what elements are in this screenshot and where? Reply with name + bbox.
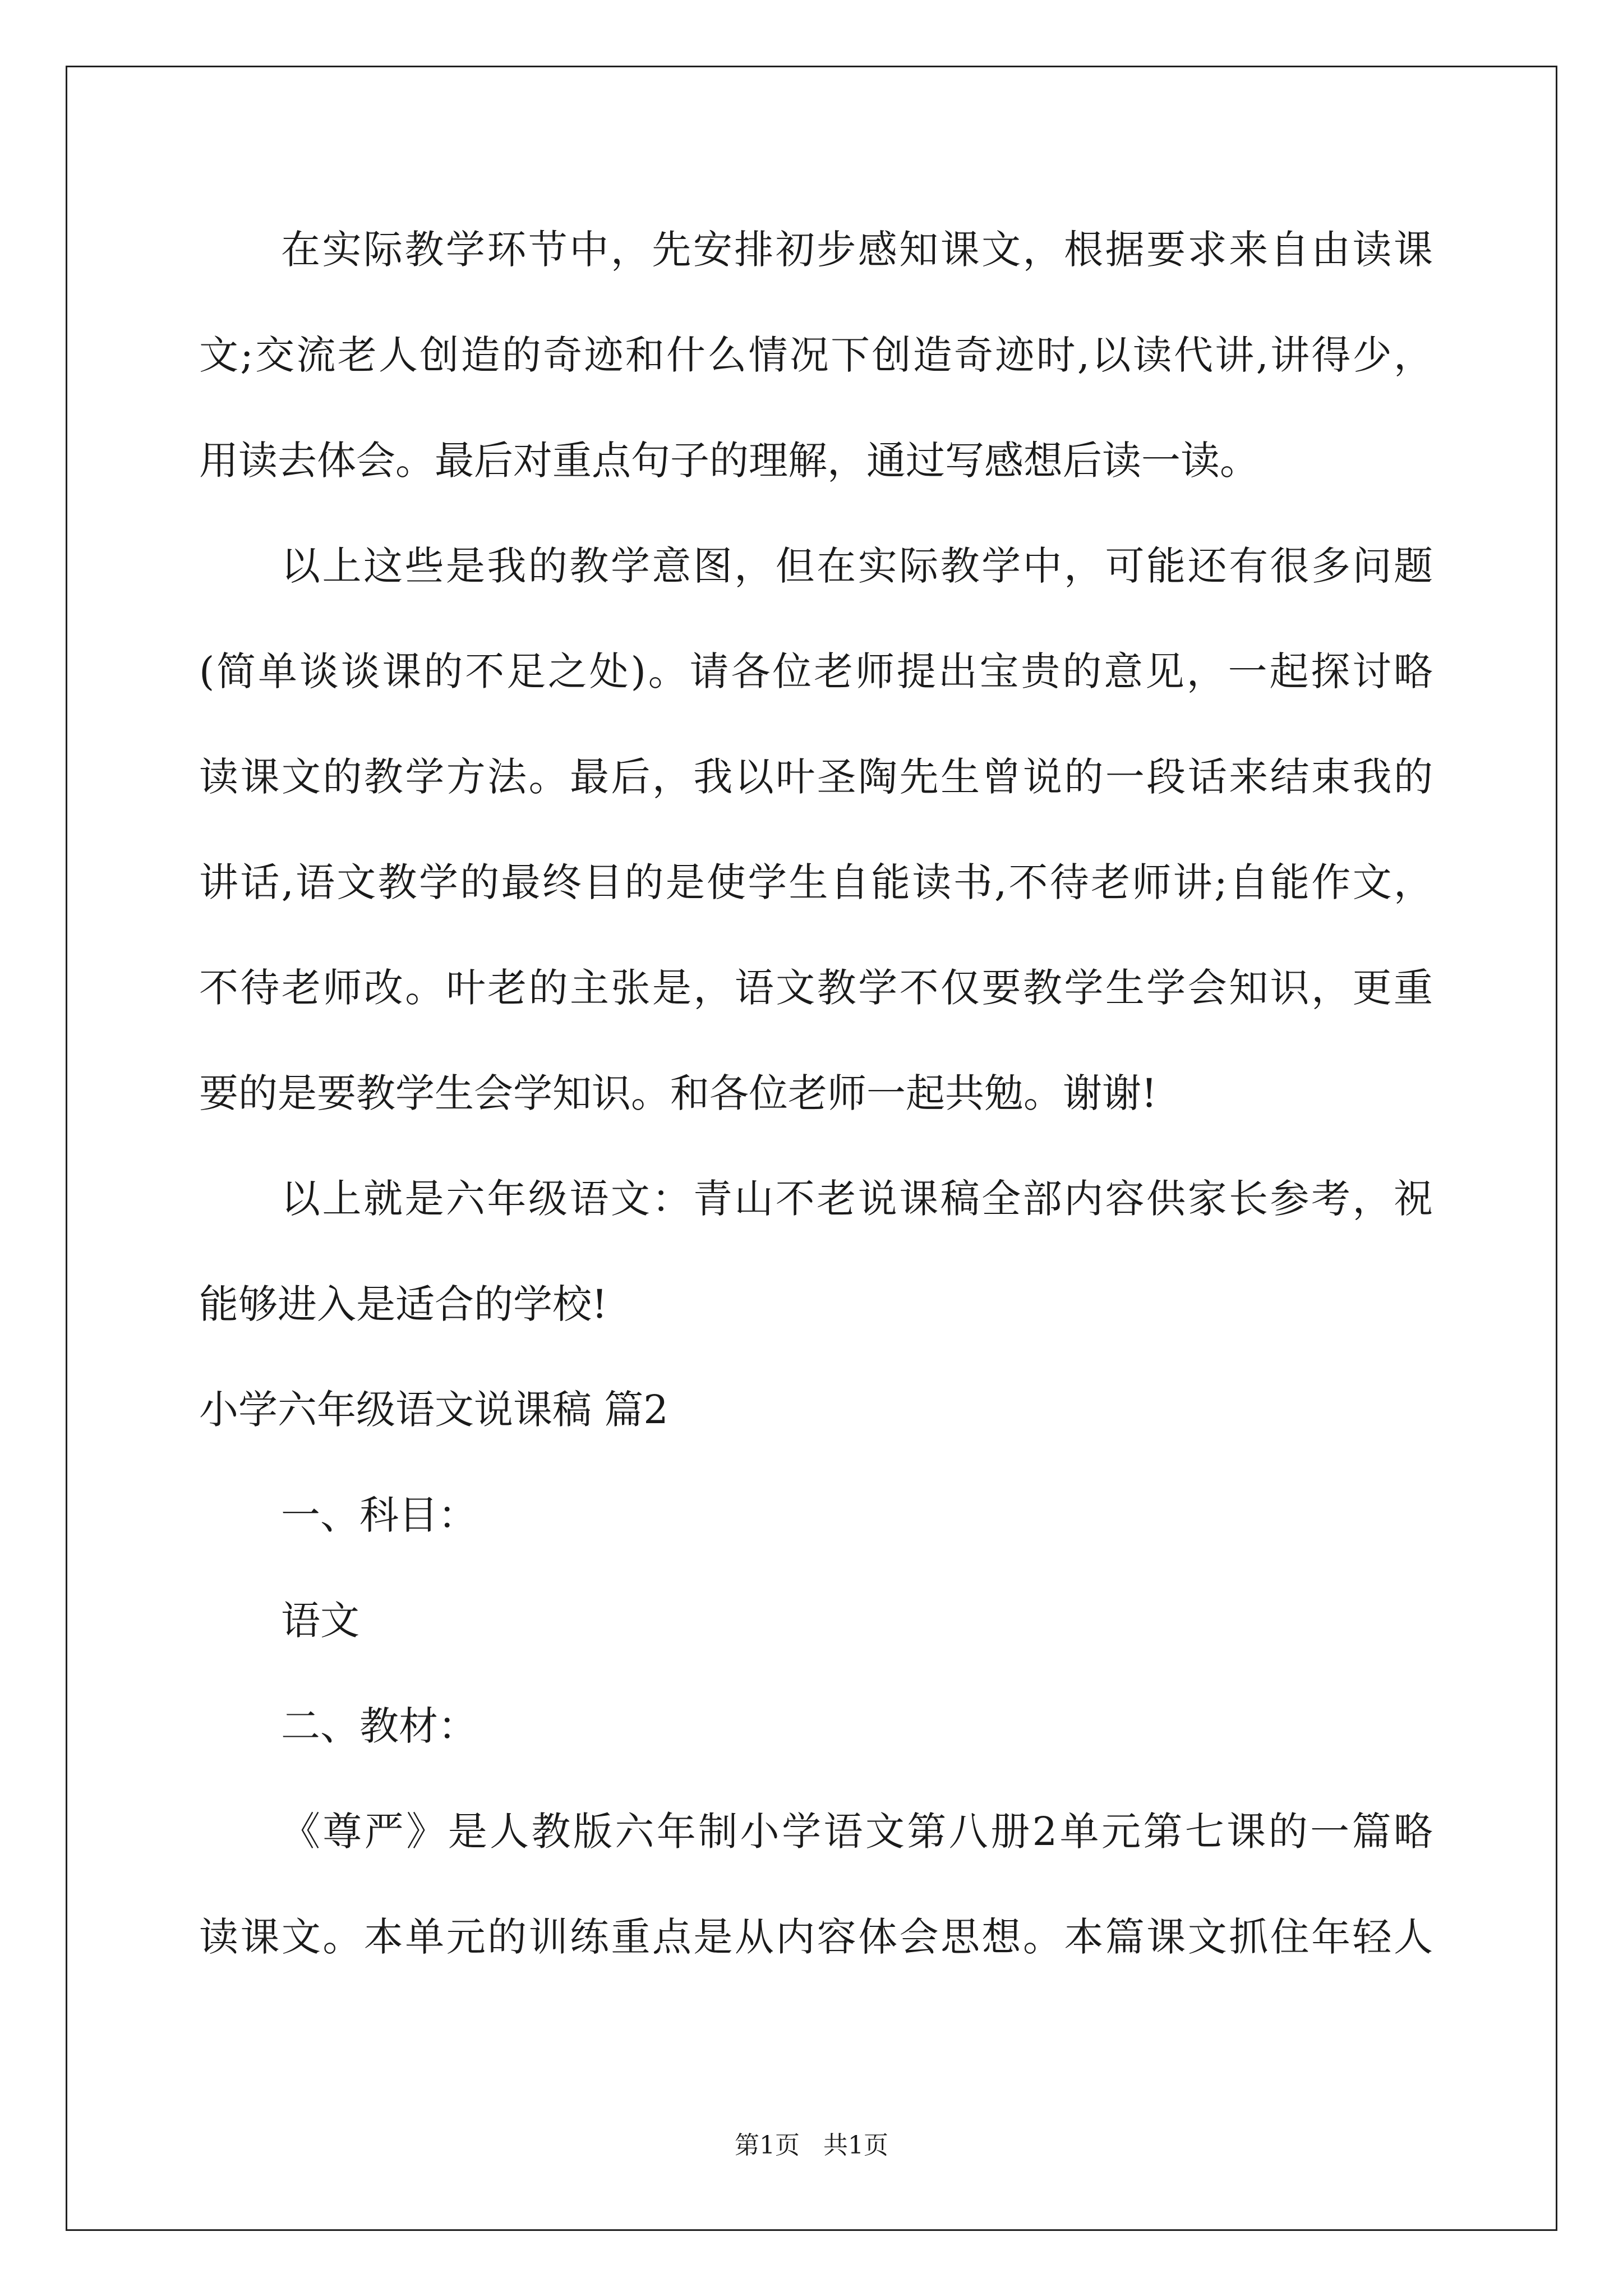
- text-line: 在实际教学环节中，先安排初步感知课文，根据要求来自由读课: [281, 227, 1433, 273]
- text-line: 不待老师改。叶老的主张是，语文教学不仅要教学生学会知识，更重: [199, 965, 1433, 1011]
- text-line: 要的是要教学生会学知识。和各位老师一起共勉。谢谢!: [199, 1070, 1158, 1116]
- text-line: 以上就是六年级语文：青山不老说课稿全部内容供家长参考，祝: [281, 1176, 1433, 1222]
- text-line: 一、科目：: [281, 1492, 477, 1538]
- text-line: (简单谈谈课的不足之处)。请各位老师提出宝贵的意见，一起探讨略: [199, 648, 1433, 694]
- text-line: 语文: [281, 1598, 359, 1644]
- text-line: 《尊严》是人教版六年制小学语文第八册2单元第七课的一篇略: [281, 1809, 1433, 1855]
- text-line: 讲话,语文教学的最终目的是使学生自能读书,不待老师讲;自能作文，: [199, 859, 1433, 905]
- text-line: 读课文的教学方法。最后，我以叶圣陶先生曾说的一段话来结束我的: [199, 754, 1433, 800]
- page-footer: [0, 2125, 1623, 2161]
- text-line: 以上这些是我的教学意图，但在实际教学中，可能还有很多问题: [281, 543, 1433, 589]
- section-heading: 小学六年级语文说课稿 篇2: [199, 1387, 668, 1433]
- document-body: [199, 208, 1433, 2000]
- text-line: 用读去体会。最后对重点句子的理解，通过写感想后读一读。: [199, 438, 1259, 484]
- text-line: 文;交流老人创造的奇迹和什么情况下创造奇迹时,以读代讲,讲得少，: [199, 332, 1433, 378]
- page-number: 第1页 共1页: [735, 2131, 888, 2160]
- text-line: 能够进入是适合的学校!: [199, 1281, 608, 1327]
- text-line: 二、教材：: [281, 1703, 477, 1749]
- text-line: 读课文。本单元的训练重点是从内容体会思想。本篇课文抓住年轻人: [199, 1914, 1433, 1960]
